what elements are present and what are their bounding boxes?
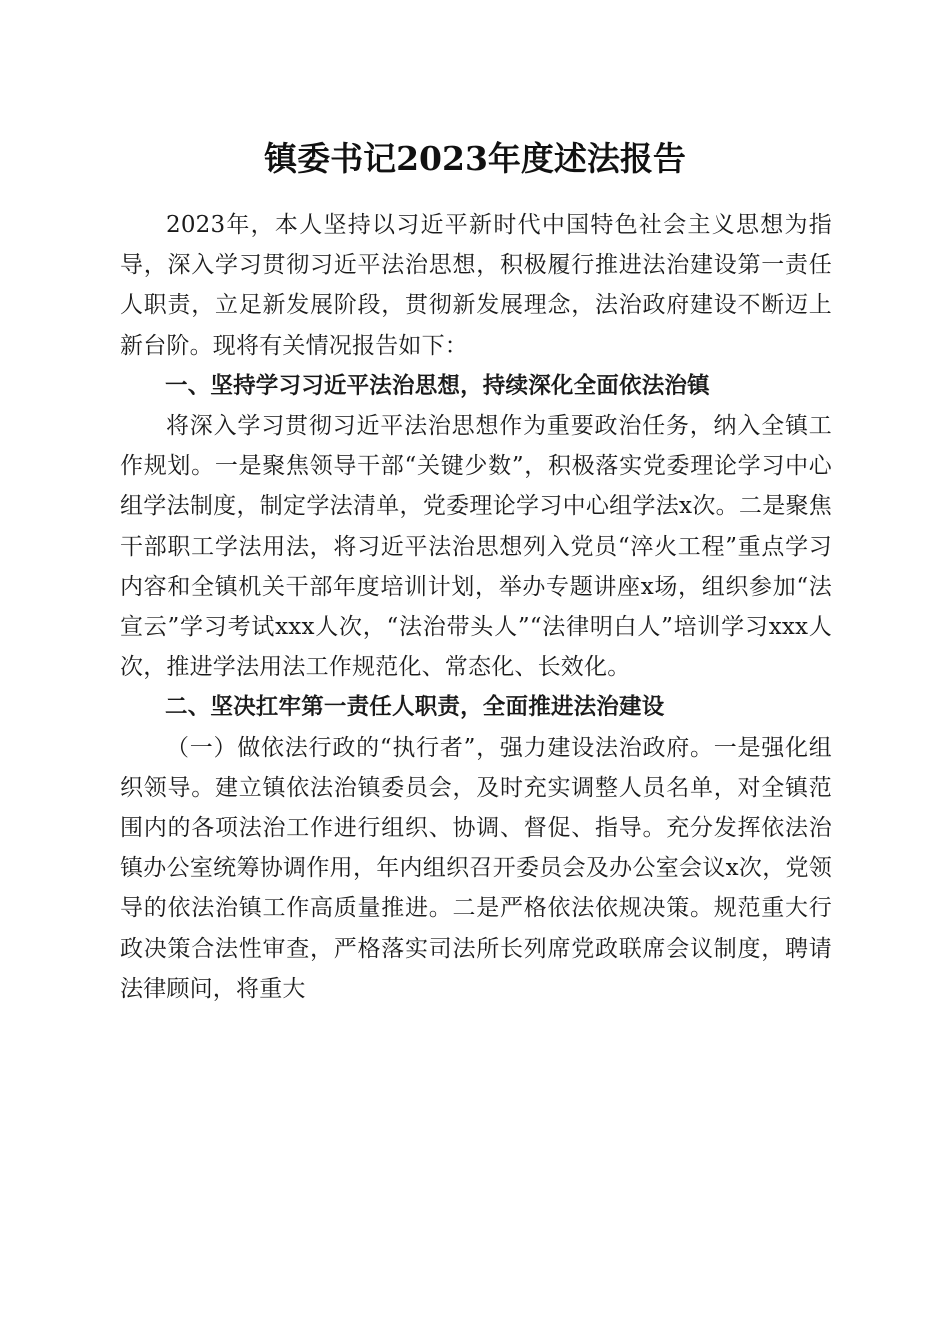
section-2-heading: 二、坚决扛牢第一责任人职责，全面推进法治建设 — [165, 694, 665, 721]
section-2-paragraph: （一）做依法行政的“执行者”，强力建设法治政府。一是强化组织领导。建立镇依法治镇委员会，及时充实调整人员名单，对全镇范围内的各项法治工作进行组织、协调、督促、指导。充分发挥依法治镇办公室统筹协调作用，年内组织召开委员会及办公室会议x次，党领导的依法治镇工作高质量推进。二是严格依法依规决策。规范重大行政决策合法性审查，严格落实司法所长列席党政联席会议制度，聘请法律顾问，将重大 — [120, 734, 832, 1002]
document-body — [120, 205, 832, 1009]
section-1-paragraph: 将深入学习贯彻习近平法治思想作为重要政治任务，纳入全镇工作规划。一是聚焦领导干部“关键少数”，积极落实党委理论学习中心组学法制度，制定学法清单，党委理论学习中心组学法x次。二是聚焦干部职工学法用法，将习近平法治思想列入党员“淬火工程”重点学习内容和全镇机关干部年度培训计划，举办专题讲座x场，组织参加“法宣云”学习考试xxx人次，“法治带头人”“法律明白人”培训学习xxx人次，推进学法用法工作规范化、常态化、长效化。 — [120, 413, 832, 681]
intro-paragraph: 2023年，本人坚持以习近平新时代中国特色社会主义思想为指导，深入学习贯彻习近平法治思想，积极履行推进法治建设第一责任人职责，立足新发展阶段，贯彻新发展理念，法治政府建设不断迈上新台阶。现将有关情况报告如下： — [120, 212, 832, 359]
section-1-heading: 一、坚持学习习近平法治思想，持续深化全面依法治镇 — [165, 372, 710, 399]
document-title: 镇委书记2023年度述法报告 — [264, 139, 686, 178]
